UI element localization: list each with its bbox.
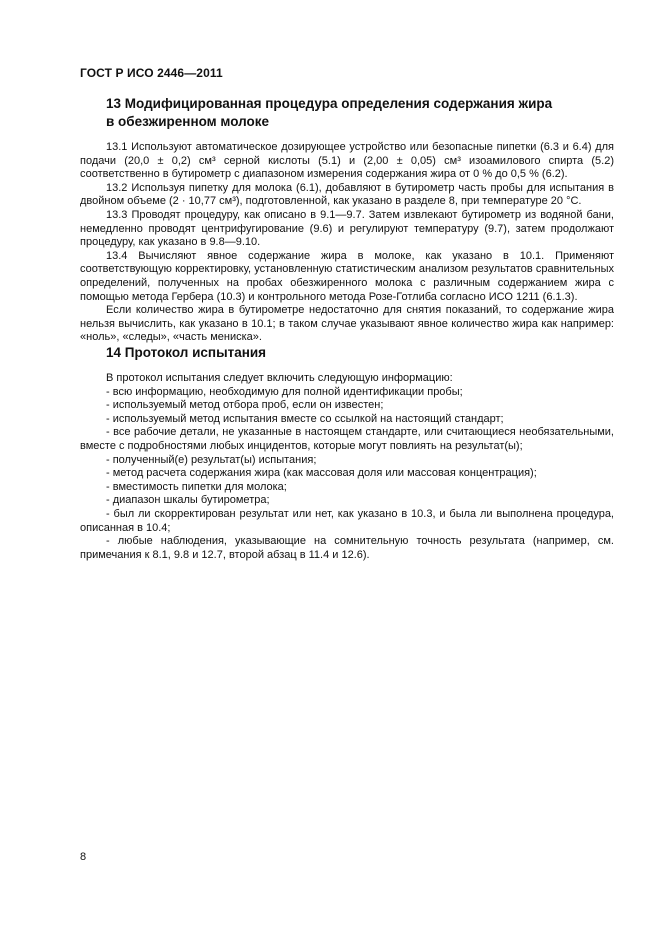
list-item: - метод расчета содержания жира (как массовая доля или массовая концентрация); [106,467,537,480]
paragraph-13-2: 13.2 Используя пипетку для молока (6.1), добавляют в бутирометр часть пробы для испытания в двойном объеме (2 · 10,77 см³), подготовленной, как указано в разделе 8, при температуре 20 °C. [80,181,614,208]
list-item: - полученный(е) результат(ы) испытания; [106,453,317,466]
list-item: - всю информацию, необходимую для полной идентификации пробы; [106,385,463,398]
list-item: - используемый метод отбора проб, если он известен; [106,399,384,412]
list-item: - используемый метод испытания вместе со ссылкой на настоящий стандарт; [106,412,504,425]
section-14-intro: В протокол испытания следует включить следующую информацию: [106,372,453,384]
list-item: - все рабочие детали, не указанные в настоящем стандарте, или считающиеся необязательными, вместе с подробностями любых инцидентов, которые могут повлиять на результат(ы); [80,426,614,452]
paragraph-13-4-note: Если количество жира в бутирометре недостаточно для снятия показаний, то содержание жира нельзя вычислить, как указано в 10.1; в таком случае указывают явное количество жира как например: «ноль», «следы», «часть мениска». [80,304,614,344]
standard-code: ГОСТ Р ИСО 2446—2011 [80,66,223,80]
section-13-title-line2: в обезжиренном молоке [106,114,270,129]
section-13-heading [106,95,614,131]
list-item: - любые наблюдения, указывающие на сомнительную точность результата (например, см. примечания к 8.1, 9.8 и 12.7, второй абзац в 11.4 и 12.6). [80,535,614,561]
section-14-heading: 14 Протокол испытания [106,345,267,360]
list-item: - вместимость пипетки для молока; [106,480,287,493]
page-number: 8 [80,851,87,863]
paragraph-13-3: 13.3 Проводят процедуру, как описано в 9.1—9.7. Затем извлекают бутирометр из водяной бани, немедленно проводят центрифугирование (9.6) и регулируют температуру (9.7), затем продолжают процедуру, как указано в 9.8—9.10. [80,208,614,249]
list-item: - диапазон шкалы бутирометра; [106,494,270,507]
report-items-list [80,386,614,563]
section-14 [80,344,614,562]
section-13-title-line1: 13 Модифицированная процедура определения содержания жира [106,96,553,111]
list-item: - был ли скорректирован результат или нет, как указано в 10.3, и была ли выполнена процедура, описанная в 10.4; [80,507,614,534]
paragraph-13-1: 13.1 Используют автоматическое дозирующее устройство или безопасные пипетки (6.3 и 6.4) для подачи (20,0 ± 0,2) см³ серной кислоты (5.1) и (2,00 ± 0,05) см³ изоамилового спирта (5.2) соответственно в бутирометр с диапазоном измерения содержания жира от 0 % до 0,5 % (6.2). [80,141,614,181]
section-13 [80,95,614,345]
paragraph-13-4: 13.4 Вычисляют явное содержание жира в молоке, как указано в 10.1. Применяют соответствующую корректировку, установленную статистическим анализом результатов сравнительных определений, полученных на пробах обезжиренного молока с различным содержанием жира с помощью метода Гербера (10.3) и контрольного метода Розе-Готлиба согласно ИСО 1211 (6.1.3). [80,249,614,303]
